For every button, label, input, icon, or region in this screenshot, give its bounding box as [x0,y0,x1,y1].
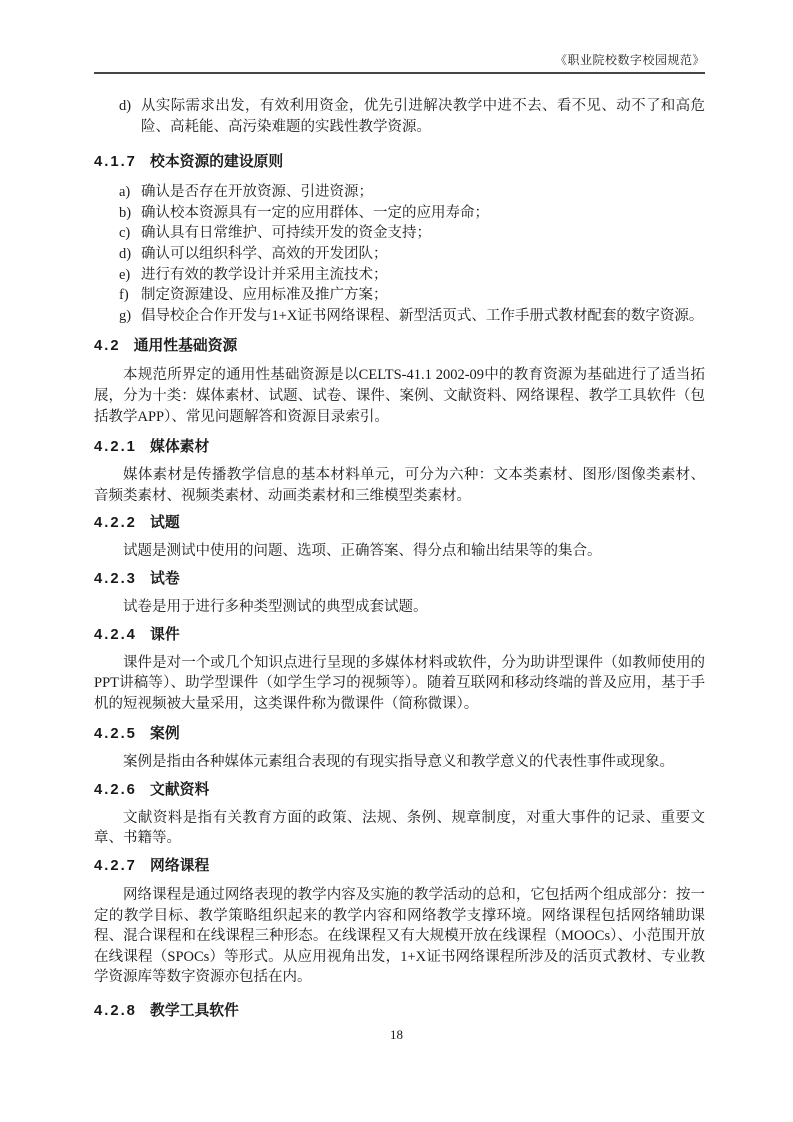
page-content [94,90,705,1022]
list-item [94,223,705,244]
heading-number: 4.2.8 [94,1003,137,1020]
list-item [94,182,705,203]
list-item [94,203,705,224]
list-item-continuation-d [94,96,705,137]
list-item [94,265,705,286]
heading-title: 试卷 [150,570,180,587]
section-heading-4-2-5 [94,724,705,745]
list-marker: d) [119,245,132,262]
list-item-text: 确认具有日常维护、可持续开发的资金支持； [141,225,431,242]
heading-number: 4.2.6 [94,781,137,798]
page-footer [0,1026,793,1044]
paragraph-4-2: 本规范所界定的通用性基础资源是以CELTS-41.1 2002-09中的教育资源为基础进行了适当拓展，分为十类：媒体素材、试题、试卷、课件、案例、文献资料、网络课程、教学工具软件（包括教学APP）、常见问题解答和资源目录索引。 [94,367,705,425]
heading-title: 试题 [150,515,180,532]
heading-title: 网络课程 [150,858,210,875]
list-item-text: 确认是否存在开放资源、引进资源； [141,184,373,201]
heading-number: 4.1.7 [94,154,137,171]
heading-number: 4.2.3 [94,570,137,587]
list-item-text: 确认可以组织科学、高效的开发团队； [141,245,388,262]
heading-title: 媒体素材 [150,439,210,456]
list-marker: b) [119,204,132,221]
section-heading-4-2-3 [94,569,705,590]
section-heading-4-2-1 [94,437,705,458]
list-marker: e) [119,266,131,283]
list-item [94,244,705,265]
list-4-1-7 [94,182,705,326]
running-header [94,52,705,74]
paragraph-4-2-3: 试卷是用于进行多种类型测试的典型成套试题。 [123,598,428,615]
list-item-text: 进行有效的教学设计并采用主流技术； [141,266,388,283]
heading-title: 课件 [150,626,180,643]
section-heading-4-2-4 [94,625,705,646]
list-item-text: 确认校本资源具有一定的应用群体、一定的应用寿命； [141,204,489,221]
heading-number: 4.2 [94,338,121,355]
heading-number: 4.2.7 [94,858,137,875]
heading-number: 4.2.4 [94,626,137,643]
document-title: 《职业院校数字校园规范》 [554,53,705,67]
paragraph-4-2-2: 试题是测试中使用的问题、选项、正确答案、得分点和输出结果等的集合。 [123,543,602,560]
list-item-text: 倡导校企合作开发与1+X证书网络课程、新型活页式、工作手册式教材配套的数字资源。 [141,307,704,324]
heading-title: 案例 [150,726,180,743]
heading-number: 4.2.5 [94,726,137,743]
list-marker: c) [119,225,131,242]
list-item [94,306,705,327]
section-heading-4-2-7 [94,856,705,877]
heading-title: 教学工具软件 [150,1003,239,1020]
list-item-text: 从实际需求出发，有效利用资金，优先引进解决教学中进不去、看不见、动不了和高危险、高耗能、高污染难题的实践性教学资源。 [141,98,705,135]
heading-number: 4.2.1 [94,439,137,456]
heading-number: 4.2.2 [94,515,137,532]
paragraph-4-2-5: 案例是指由各种媒体元素组合表现的有现实指导意义和教学意义的代表性事件或现象。 [123,754,674,771]
section-heading-4-2-6 [94,780,705,801]
paragraph-4-2-1: 媒体素材是传播教学信息的基本材料单元，可分为六种：文本类素材、图形/图像类素材、音频类素材、视频类素材、动画类素材和三维模型类素材。 [94,467,705,504]
paragraph-4-2-7: 网络课程是通过网络表现的教学内容及实施的教学活动的总和，它包括两个组成部分：按一定的教学目标、教学策略组织起来的教学内容和网络教学支撑环境。网络课程包括网络辅助课程、混合课程和在线课程三种形态。在线课程又有大规模开放在线课程（MOOCs）、小范围开放在线课程（SPOCs）等形式。从应用视角出发，1+X证书网络课程所涉及的活页式教材、专业教学资源库等数字资源亦包括在内。 [94,887,705,986]
paragraph-4-2-4: 课件是对一个或几个知识点进行呈现的多媒体材料或软件，分为助讲型课件（如教师使用的PPT讲稿等）、助学型课件（如学生学习的视频等）。随着互联网和移动终端的普及应用，基于手机的短视频被大量采用，这类课件称为微课件（简称微课）。 [94,654,705,712]
list-marker: f) [119,287,129,304]
section-heading-4-2-2 [94,513,705,534]
heading-title: 文献资料 [150,781,210,798]
paragraph-4-2-6: 文献资料是指有关教育方面的政策、法规、条例、规章制度，对重大事件的记录、重要文章、书籍等。 [94,809,705,847]
list-marker: g) [119,307,132,324]
list-marker: d) [119,98,132,114]
heading-title: 校本资源的建设原则 [150,154,284,171]
section-heading-4-1-7 [94,152,705,173]
list-marker: a) [119,184,131,201]
section-heading-4-2 [94,336,705,357]
section-heading-4-2-8 [94,1001,705,1022]
list-item [94,285,705,306]
page-number: 18 [390,1027,403,1042]
heading-title: 通用性基础资源 [133,338,238,355]
list-item-text: 制定资源建设、应用标准及推广方案； [141,287,388,304]
